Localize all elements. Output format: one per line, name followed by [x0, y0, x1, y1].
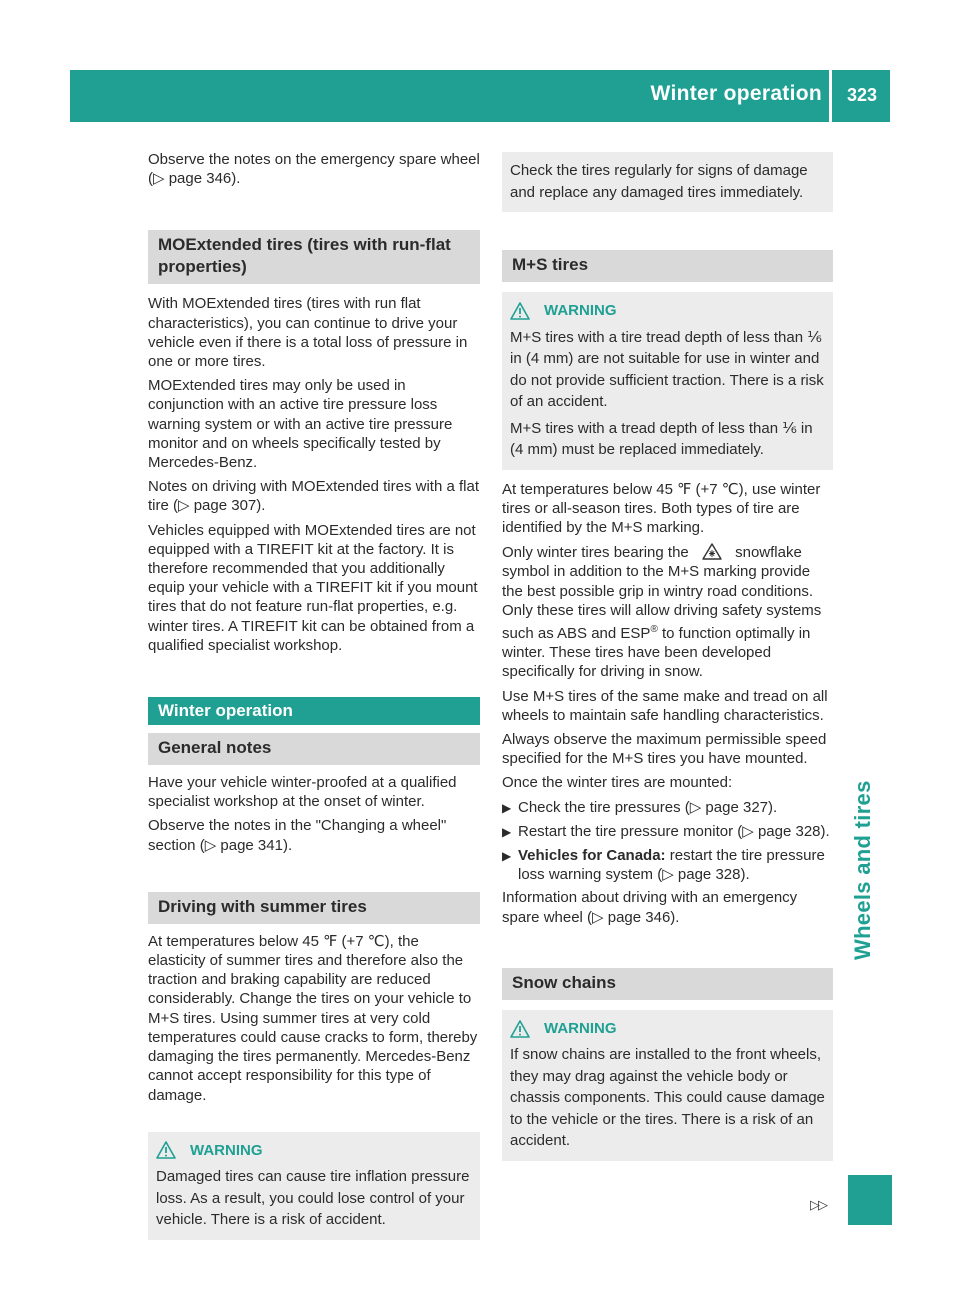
header-bar [70, 70, 890, 122]
warning-triangle-icon [510, 302, 530, 320]
ms-warning-p1: M+S tires with a tire tread depth of less than ⅙ in (4 mm) are not suitable for use in winter and do not provide sufficient traction. There is a risk of an accident. [510, 328, 824, 410]
step-item [502, 846, 833, 884]
ms-warning-label: WARNING [544, 302, 617, 319]
snowflake-mountain-icon [701, 542, 723, 560]
ms-p2 [502, 542, 833, 681]
moextended-p4: Vehicles equipped with MOExtended tires are not equipped with a TIREFIT kit at the factory. It is therefore recommended that you additionally equip your vehicle with a TIREFIT kit if you mount tires that do not feature run-flat properties, e.g. winter tires. A TIREFIT kit can be obtained from a qualified specialist workshop. [148, 521, 478, 654]
step-item [502, 822, 833, 842]
ms-p2-after: snowflake symbol in addition to the M+S marking provide the best possible grip in wintry road conditions. Only these tires will allow driving safety systems such as ABS and ESP [502, 544, 822, 642]
warning-triangle-icon [156, 1141, 176, 1159]
warning-triangle-icon [510, 1020, 530, 1038]
header-title: Winter operation [650, 82, 822, 105]
step-2-text: Restart the tire pressure monitor (▷ page 328). [518, 822, 830, 840]
step-3-rest: restart the tire pressure loss warning system (▷ page 328). [518, 846, 825, 884]
right-column [502, 150, 833, 1161]
ms-p2-before: Only winter tires bearing the [502, 544, 689, 562]
ms-p6: Information about driving with an emergency spare wheel (▷ page 346). [502, 889, 798, 926]
summer-warning-label: WARNING [190, 1141, 263, 1159]
step-3-bold: Vehicles for Canada: [518, 846, 666, 864]
ms-p3: Use M+S tires of the same make and tread on all wheels to maintain safe handling characteristics. [502, 687, 828, 724]
moextended-p2: MOExtended tires may only be used in conjunction with an active tire pressure loss warning system or with an active tire pressure monitor and on wheels specifically tested by Mercedes-Benz. [148, 377, 453, 472]
side-tab-marker [848, 1175, 892, 1225]
summer-tires-heading: Driving with summer tires [148, 892, 480, 924]
ms-warning-p2: M+S tires with a tread depth of less than ⅙ in (4 mm) must be replaced immediately. [510, 419, 813, 458]
left-column [148, 150, 480, 1240]
summer-tires-p1: At temperatures below 45 ℉ (+7 ℃), the elasticity of summer tires and therefore also the traction and braking capability are reduced considerably. Change the tires on your vehicle to M+S tires. Using summer tires at very cold temperatures could cause cracks to form, thereby damaging the tires permanently. Mercedes-Benz cannot accept responsibility for this type of damage. [148, 932, 478, 1104]
side-tab-label: Wheels and tires [850, 780, 875, 960]
ms-warning-header [510, 300, 825, 322]
summer-warning-text: Damaged tires can cause tire inflation pressure loss. As a result, you could lose control of your vehicle. There is a risk of accident. [156, 1168, 470, 1229]
check-tires-text: Check the tires regularly for signs of damage and replace any damaged tires immediately. [510, 162, 808, 201]
continue-marker: ▷▷ [810, 1197, 826, 1212]
page-number: 323 [846, 85, 878, 105]
ms-p4: Always observe the maximum permissible speed specified for the M+S tires you have mounted. [502, 730, 827, 768]
general-notes-p1: Have your vehicle winter-proofed at a qualified specialist workshop at the onset of winter. [148, 774, 457, 811]
moextended-heading: MOExtended tires (tires with run-flat properties) [148, 230, 480, 284]
header-divider [829, 70, 832, 122]
ms-warning-box [502, 292, 833, 470]
summer-warning-header [156, 1140, 472, 1162]
step-3-text [518, 846, 833, 884]
snow-chains-warning-header [510, 1018, 825, 1040]
step-item [502, 798, 833, 818]
snow-chains-warning-box [502, 1010, 833, 1161]
ms-p1: At temperatures below 45 ℉ (+7 ℃), use winter tires or all-season tires. Both types of tire are identified by the M+S marking. [502, 480, 821, 536]
registered-mark: ® [650, 623, 658, 635]
ms-p5: Once the winter tires are mounted: [502, 774, 733, 792]
ms-p2-end: to function optimally in winter. These tires have been developed specifically for driving in snow. [502, 624, 811, 681]
general-notes-p2: Observe the notes in the "Changing a wheel" section (▷ page 341). [148, 817, 447, 854]
snow-chains-heading: Snow chains [502, 968, 833, 1000]
intro-text: Observe the notes on the emergency spare wheel (▷ page 346). [148, 151, 480, 188]
general-notes-heading: General notes [148, 733, 480, 765]
step-arrow-icon: ▶ [502, 824, 512, 839]
snow-chains-warning-label: WARNING [544, 1019, 617, 1037]
step-arrow-icon: ▶ [502, 848, 512, 863]
check-tires-box [502, 152, 833, 212]
ms-tires-heading: M+S tires [502, 250, 833, 282]
moextended-p3: Notes on driving with MOExtended tires with a flat tire (▷ page 307). [148, 478, 479, 515]
moextended-p1: With MOExtended tires (tires with run flat characteristics), you can continue to drive your vehicle even if there is a total loss of pressure in one or more tires. [148, 295, 468, 371]
winter-operation-heading: Winter operation [148, 697, 480, 725]
summer-warning-box [148, 1132, 480, 1240]
step-1-text: Check the tire pressures (▷ page 327). [518, 798, 778, 816]
snow-chains-warning-text: If snow chains are installed to the front wheels, they may drag against the vehicle body or chassis components. This could cause damage to the vehicle or the tires. There is a risk of an accident. [510, 1046, 825, 1150]
step-arrow-icon: ▶ [502, 800, 512, 815]
